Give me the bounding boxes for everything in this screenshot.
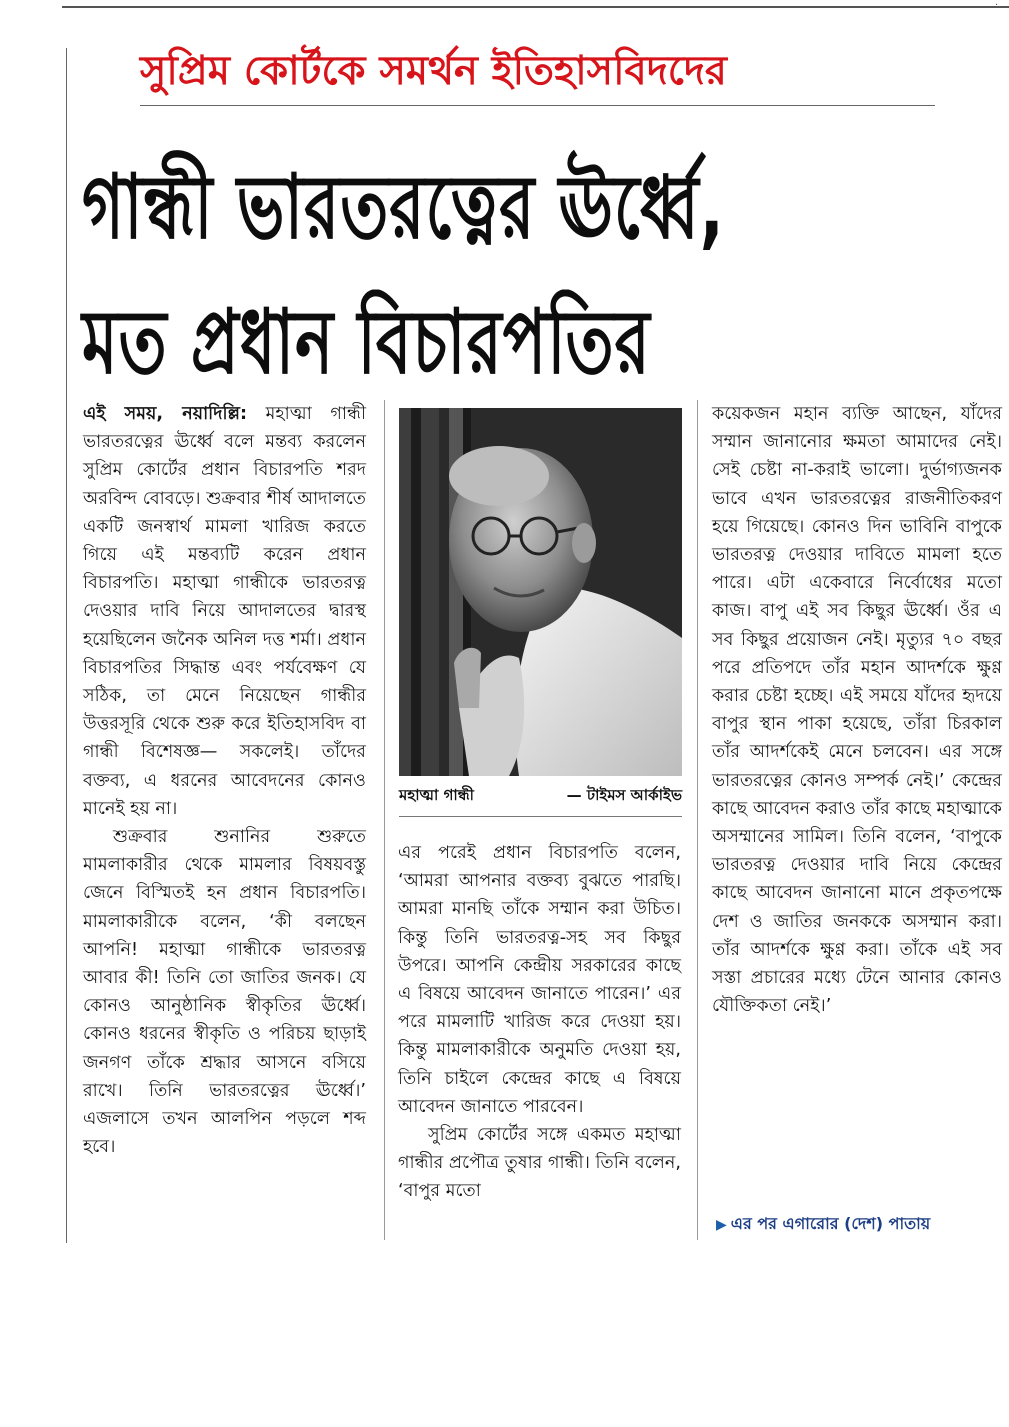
paragraph-text: মহাত্মা গান্ধী ভারতরত্নের ঊর্ধ্বে বলে মন্তব্য করলেন সুপ্রিম কোর্টের প্রধান বিচারপতি শরদ অরবিন্দ বোবড়ে। শুক্রবার শীর্ষ আদালতে একটি জনস্বার্থ মামলা খারিজ করতে গিয়ে এই মন্তব্যটি করেন প্রধান বিচারপতি। মহাত্মা গান্ধীকে ভারতরত্ন দেওয়ার দাবি নিয়ে আদালতের দ্বারস্থ হয়েছিলেন জনৈক অনিল দত্ত শর্মা। প্রধান বিচারপতির সিদ্ধান্ত এবং পর্যবেক্ষণ যে সঠিক, তা মেনে নিয়েছেন গান্ধীর উত্তরসূরি থেকে শুরু করে ইতিহাসবিদ বা গান্ধী বিশেষজ্ঞ— সকলেই। তাঁদের বক্তব্য, এ ধরনের আবেদনের কোনও মানেই হয় না। — [83, 404, 366, 819]
column-divider-1 — [384, 400, 385, 1240]
portrait-image — [399, 408, 682, 776]
headline-line-2: মত প্রধান বিচারপতির — [82, 292, 651, 395]
photo-caption — [399, 784, 682, 810]
paragraph: সুপ্রিম কোর্টের সঙ্গে একমত মহাত্মা গান্ধীর প্রপৌত্র তুষার গান্ধী। তিনি বলেন, ‘বাপুর মতো — [398, 1125, 681, 1202]
continued-link[interactable] — [716, 1211, 996, 1237]
dateline: এই সময়, নয়াদিল্লি: — [83, 404, 248, 424]
article-column-1 — [83, 400, 366, 1161]
paragraph: এর পরেই প্রধান বিচারপতি বলেন, ‘আমরা আপনার বক্তব্য বুঝতে পারছি। আমরা মানছি তাঁকে সম্মান করা উচিত। কিন্তু তিনি ভারতরত্ন-সহ সব কিছুর উপরে। আপনি কেন্দ্রীয় সরকারের কাছে এ বিষয়ে আবেদন জানাতে পারেন।’ এর পরে মামলাটি খারিজ করে দেওয়া হয়। কিন্তু মামলাকারীকে অনুমতি দেওয়া হয়, তিনি চাইলে কেন্দ্রের কাছে এ বিষয়ে আবেদন জানাতে পারবেন। — [398, 843, 681, 1117]
kicker-divider — [140, 105, 935, 106]
paragraph — [83, 400, 366, 823]
caption-divider — [399, 816, 682, 817]
caption-credit: — টাইমস আর্কাইভ — [566, 786, 682, 804]
page-corner-mark: · — [995, 0, 999, 11]
left-border-rule — [66, 48, 67, 1243]
column-divider-2 — [697, 400, 698, 1240]
paragraph: শুক্রবার শুনানির শুরুতে মামলাকারীর থেকে মামলার বিষয়বস্তু জেনে বিস্মিতই হন প্রধান বিচারপতি। মামলাকারীকে বলেন, ‘কী বলছেন আপনি! মহাত্মা গান্ধীকে ভারতরত্ন আবার কী! তিনি তো জাতির জনক। যে কোনও আনুষ্ঠানিক স্বীকৃতির ঊর্ধ্বে। কোনও ধরনের স্বীকৃতি ও পরিচয় ছাড়াই জনগণ তাঁকে শ্রদ্ধার আসনে বসিয়ে রাখে। তিনি ভারতরত্নের ঊর্ধ্বে।’ এজলাসে তখন আলপিন পড়লে শব্দ হবে। — [83, 827, 366, 1158]
triangle-right-icon: ▶ — [716, 1217, 727, 1233]
continued-label: এর পর এগারোর (দেশ) পাতায় — [730, 1214, 931, 1233]
headline-line-1: গান্ধী ভারতরত্নের ঊর্ধ্বে, — [82, 157, 725, 260]
caption-subject: মহাত্মা গান্ধী — [399, 786, 474, 804]
kicker-headline: সুপ্রিম কোর্টকে সমর্থন ইতিহাসবিদদের — [140, 48, 727, 94]
article-column-3 — [712, 400, 1002, 1020]
top-border-rule — [62, 6, 1009, 8]
article-column-2 — [398, 839, 681, 1206]
paragraph: কয়েকজন মহান ব্যক্তি আছেন, যাঁদের সম্মান জানানোর ক্ষমতা আমাদের নেই। সেই চেষ্টা না-করাই ভালো। দুর্ভাগ্যজনক ভাবে এখন ভারতরত্নের রাজনীতিকরণ হয়ে গিয়েছে। কোনও দিন ভাবিনি বাপুকে ভারতরত্ন দেওয়ার দাবিতে মামলা হতে পারে। এটা একেবারে নির্বোধের মতো কাজ। বাপু এই সব কিছুর ঊর্ধ্বে। ওঁর এ সব কিছুর প্রয়োজন নেই। মৃত্যুর ৭০ বছর পরে প্রতিপদে তাঁর মহান আদর্শকে ক্ষুণ্ণ করার চেষ্টা হচ্ছে। এই সময়ে যাঁদের হৃদয়ে বাপুর স্থান পাকা হয়েছে, তাঁরা চিরকাল তাঁর আদর্শকেই মেনে চলবেন। এর সঙ্গে ভারতরত্নের কোনও সম্পর্ক নেই।’ কেন্দ্রের কাছে আবেদন করাও তাঁর কাছে মহাত্মাকে অসম্মানের সামিল। তিনি বলেন, ‘বাপুকে ভারতরত্ন দেওয়ার দাবি নিয়ে কেন্দ্রের কাছে আবেদন জানানো মানে প্রকৃতপক্ষে দেশ ও জাতির জনককে অসম্মান করা। তাঁর আদর্শকে ক্ষুণ্ণ করা। তাঁকে এই সব সস্তা প্রচারের মধ্যে টেনে আনার কোনও যৌক্তিকতা নেই।’ — [712, 404, 1002, 1017]
gandhi-photo — [399, 408, 682, 776]
